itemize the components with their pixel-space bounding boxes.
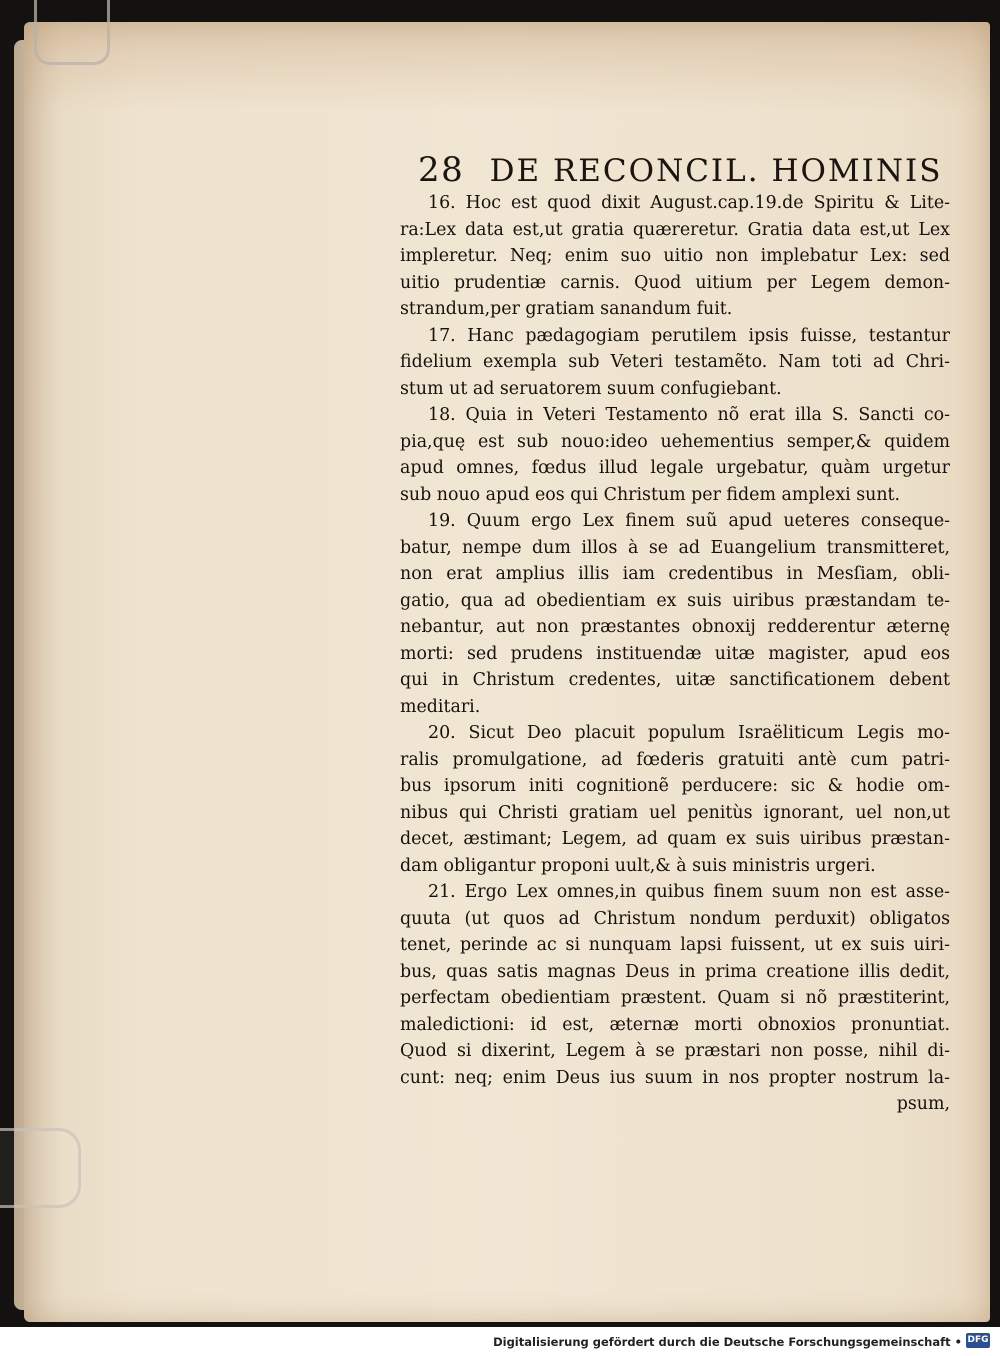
- paper-clip-bottom: [0, 1128, 81, 1208]
- paper-stain: [24, 22, 990, 112]
- body-text: [400, 190, 950, 1118]
- text-line: Quod si dixerint, Legem à se præstari non posse, nihil di-: [400, 1041, 950, 1061]
- text-line: cunt: neq; enim Deus ius suum in nos propter nostrum la-: [400, 1067, 950, 1088]
- footer-credit: Digitalisierung gefördert durch die Deutsche Forschungsgemeinschaft: [493, 1335, 951, 1349]
- text-line: strandum,per gratiam sanandum fuit.: [400, 299, 733, 319]
- text-line: pia,quę est sub nouo:ideo uehementius semper,& quidem: [400, 431, 950, 452]
- text-line: impleretur. Neq; enim suo uitio non implebatur Lex: sed: [400, 246, 950, 266]
- text-line: gatio, qua ad obedientiam ex suis uiribus præstandam te-: [400, 590, 950, 611]
- text-line: quuta (ut quos ad Christum nondum perduxit) obligatos: [400, 908, 950, 929]
- text-line: 20. Sicut Deo placuit populum Israëliticum Legis mo-: [428, 723, 950, 743]
- footer-credit-wrap: [493, 1335, 962, 1349]
- digitization-footer: [0, 1327, 1000, 1356]
- text-line: 18. Quia in Veteri Testamento nõ erat illa S. Sancti co-: [428, 405, 950, 425]
- paper-clip-top: [34, 0, 110, 65]
- text-line: bus ipsorum initi cognitionẽ perducere: sic & hodie om-: [400, 776, 950, 796]
- text-line: uitio prudentiæ carnis. Quod uitium per Legem demon-: [400, 272, 950, 293]
- text-line: nibus qui Christi gratiam uel penitùs ignorant, uel non,ut: [400, 802, 950, 823]
- running-title: DE RECONCIL. HOMINIS: [489, 153, 943, 189]
- text-line: dam obligantur proponi uult,& à suis ministris urgeri.: [400, 855, 876, 876]
- text-line: bus, quas satis magnas Deus in prima creatione illis dedit,: [400, 961, 950, 982]
- text-line: batur, nempe dum illos à se ad Euangelium transmitteret,: [400, 537, 950, 558]
- text-line: morti: sed prudens instituendæ uitæ magister, apud eos: [400, 643, 950, 664]
- text-line: sub nouo apud eos qui Christum per fidem amplexi sunt.: [400, 484, 901, 505]
- text-line: 17. Hanc pædagogiam perutilem ipsis fuisse, testantur: [428, 325, 950, 346]
- text-line: tenet, perinde ac si nunquam lapsi fuissent, ut ex suis uiri-: [400, 935, 950, 955]
- text-line: maledictioni: id est, æternæ morti obnoxios pronuntiat.: [400, 1014, 950, 1035]
- footer-separator: •: [954, 1335, 962, 1349]
- page-header: [418, 150, 943, 194]
- text-line: decet, æstimant; Legem, ad quam ex suis uiribus præstan-: [400, 829, 950, 849]
- text-line: 21. Ergo Lex omnes,in quibus finem suum non est asse-: [428, 882, 950, 902]
- dfg-logo-icon: DFG: [966, 1333, 990, 1348]
- text-line: meditari.: [400, 696, 481, 717]
- text-line: 19. Quum ergo Lex finem suũ apud ueteres conseque-: [428, 511, 950, 531]
- text-line: ra:Lex data est,ut gratia quæreretur. Gratia data est,ut Lex: [400, 219, 950, 240]
- text-line: non erat amplius illis iam credentibus in Mesſiam, obli-: [400, 564, 950, 584]
- text-line: ralis promulgatione, ad fœderis gratuiti antè cum patri-: [400, 749, 950, 770]
- text-line: 16. Hoc est quod dixit August.cap.19.de Spiritu & Lite-: [428, 193, 950, 213]
- catchword: psum,: [896, 1094, 950, 1114]
- text-line: fidelium exempla sub Veteri testamẽto. Nam toti ad Chri-: [400, 352, 950, 372]
- text-line: qui in Christum credentes, uitæ sanctificationem debent: [400, 670, 950, 690]
- text-line: perfectam obedientiam præstent. Quam si nõ præstiterint,: [400, 988, 950, 1008]
- text-line: stum ut ad seruatorem suum confugiebant.: [400, 378, 782, 399]
- text-line: apud omnes, fœdus illud legale urgebatur, quàm urgetur: [400, 458, 950, 478]
- text-line: nebantur, aut non præstantes obnoxij redderentur æternę: [400, 617, 950, 637]
- page-number: 28: [418, 150, 465, 190]
